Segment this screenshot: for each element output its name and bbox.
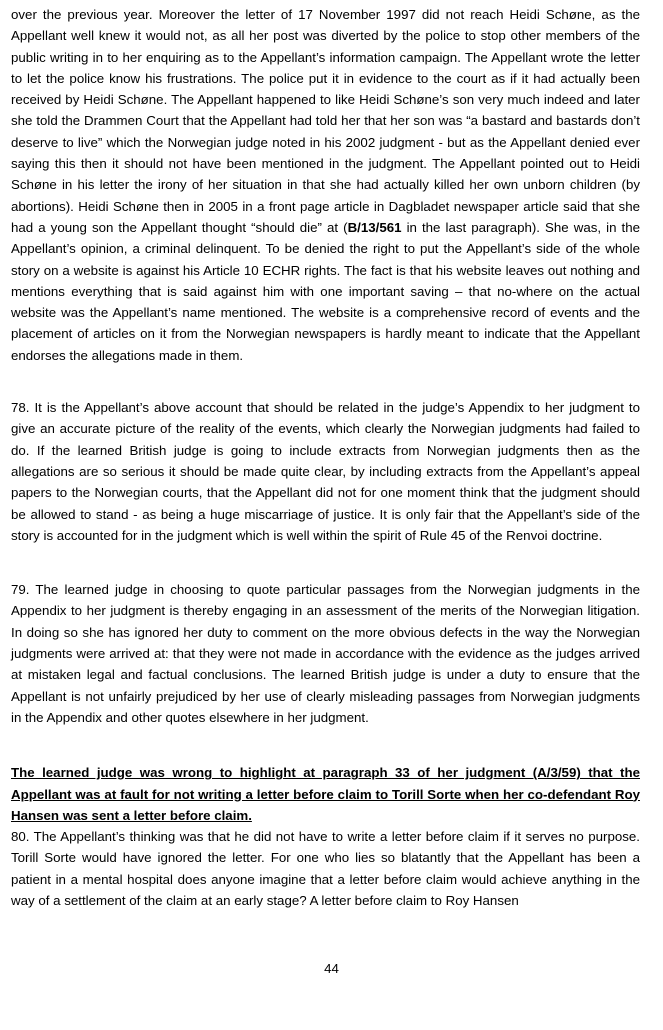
section-heading: The learned judge was wrong to highlight at paragraph 33 of her judgment (A/3/59) that the Appellant was at fault for not writing a letter before claim to Torill Sorte when her co-defendant Roy Hansen was sent a letter before claim. (11, 765, 640, 823)
bundle-reference: B/13/561 (347, 219, 402, 235)
page-number: 44 (324, 961, 339, 976)
paragraph-continuation-text-2: in the last paragraph). She was, in the Appellant’s opinion, a criminal delinquent. To be denied the right to put the Appellant’s side of the whole story on a website is against his Article 10 ECHR rights. The fact is that his website leaves out nothing and mentions everything that is said against him with one important saving – that no-where on the actual website was the Appellant’s name mentioned. The website is a comprehensive record of events and the placement of articles on it from the Norwegian newspapers is hardly meant to indicate that the Appellant endorses the allegations made in them. (11, 219, 640, 363)
paragraph-spacer (11, 728, 640, 762)
paragraph-78: 78. It is the Appellant’s above account that should be related in the judge’s Appendix to her judgment to give an accurate picture of the reality of the events, which clearly the Norwegian judgments had failed to do. If the learned British judge is going to include extracts from Norwegian judgments then as the allegations are so serious it should be made quite clear, by including extracts from the Appellant’s appeal papers to the Norwegian courts, that the Appellant did not for one moment think that the judgment should be allowed to stand - as being a huge miscarriage of justice. It is only fair that the Appellant’s side of the story is accounted for in the judgment which is well within the spirit of Rule 45 of the Renvoi doctrine. (11, 400, 640, 543)
paragraph-continuation (11, 4, 640, 366)
paragraph-spacer (11, 366, 640, 397)
paragraph-continuation-text-1: over the previous year. Moreover the letter of 17 November 1997 did not reach Heidi Schøne, as the Appellant well knew it would not, as all her post was diverted by the police to stop other members of the public writing in to her enquiring as to the Appellant’s information campaign. The Appellant wrote the letter to let the police know his frustrations. The police put it in evidence to the court as if it had actually been received by Heidi Schøne. The Appellant happened to like Heidi Schøne’s son very much indeed and later she told the Drammen Court that the Appellant had told her that her son was “a bastard and bastards don’t deserve to live” which the Norwegian judge noted in his 2002 judgment - but as the Appellant denied ever saying this then it should not have been mentioned in the judgment. The Appellant pointed out to Heidi Schøne in his letter the irony of her situation in that she had actually killed her own unborn children (by abortions). Heidi Schøne then in 2005 in a front page article in Dagbladet newspaper article said that she had a young son the Appellant thought “should die” at ( (11, 7, 640, 235)
paragraph-spacer (11, 546, 640, 579)
document-page (11, 4, 640, 911)
paragraph-79: 79. The learned judge in choosing to quote particular passages from the Norwegian judgments in the Appendix to her judgment is thereby engaging in an assessment of the merits of the Norwegian litigation. In doing so she has ignored her duty to comment on the more obvious defects in the way the Norwegian judgments were arrived at: that they were not made in accordance with the evidence as the judges arrived at mistaken legal and factual conclusions. The learned British judge is under a duty to ensure that the Appellant is not unfairly prejudiced by her use of clearly misleading passages from Norwegian judgments in the Appendix and other quotes elsewhere in her judgment. (11, 582, 640, 725)
paragraph-80: 80. The Appellant’s thinking was that he did not have to write a letter before claim if it serves no purpose. Torill Sorte would have ignored the letter. For one who lies so blatantly that the Appellant has been a patient in a mental hospital does anyone imagine that a letter before claim would achieve anything in the way of a settlement of the claim at an early stage? A letter before claim to Roy Hansen (11, 829, 640, 908)
